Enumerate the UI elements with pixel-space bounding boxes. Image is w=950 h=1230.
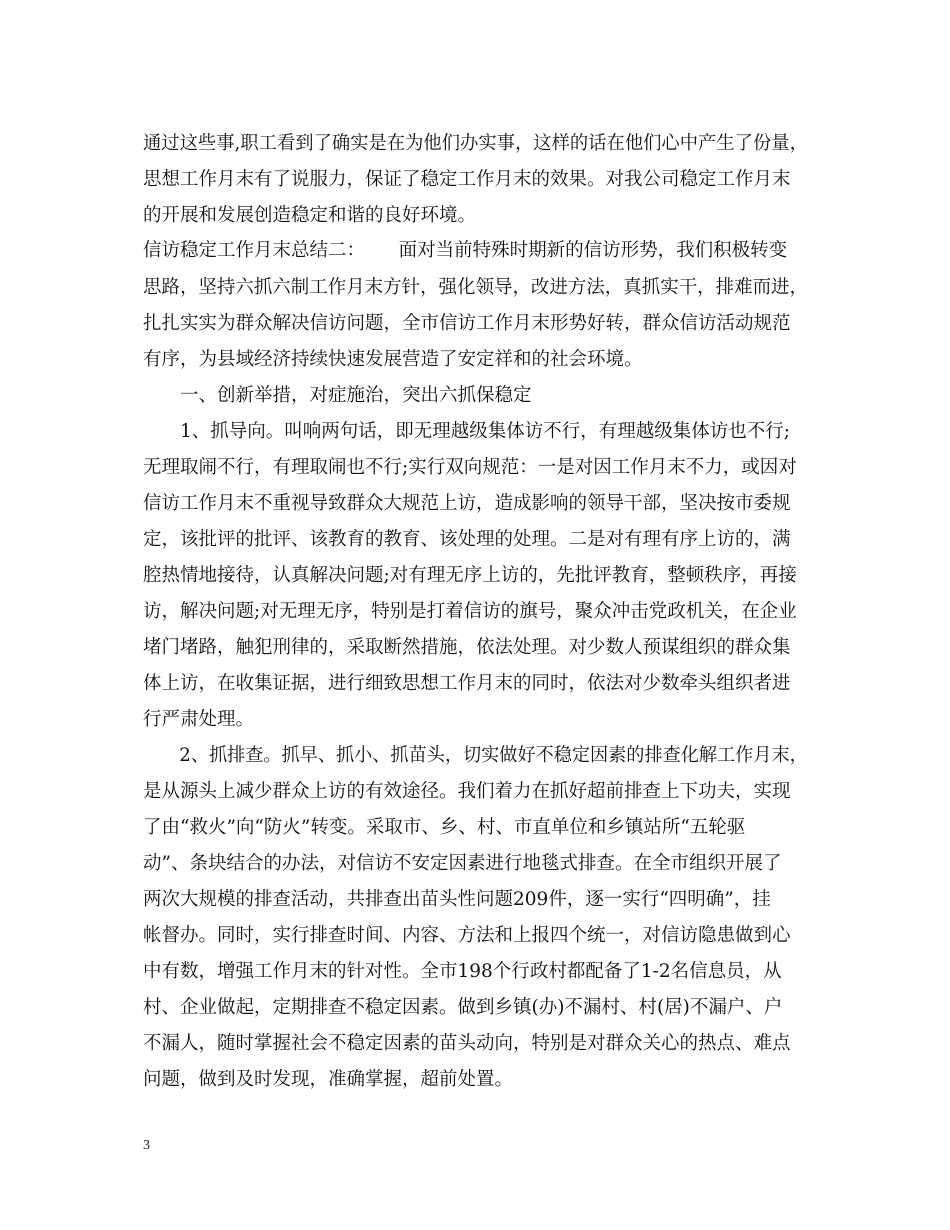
text-line: 有序，为县域经济持续快速发展营造了安定祥和的社会环境。: [143, 349, 643, 370]
section-heading: 一、创新举措，对症施治，突出六抓保稳定: [143, 385, 532, 406]
text-line: 是从源头上减少群众上访的有效途径。我们着力在抓好超前排查上下功夫，实现: [143, 781, 791, 802]
text-line: 的开展和发展创造稳定和谐的良好环境。: [143, 205, 477, 226]
text-line: 信访稳定工作月末总结二： 面对当前特殊时期新的信访形势，我们积极转变: [143, 240, 788, 261]
text-line: 1、抓导向。叫响两句话，即无理越级集体访不行，有理越级集体访也不行;: [143, 421, 791, 442]
text-line: 不漏人，随时掌握社会不稳定因素的苗头动向，特别是对群众关心的热点、难点: [143, 1033, 791, 1054]
text-line: 动”、条块结合的办法，对信访不安定因素进行地毯式排查。在全市组织开展了: [143, 853, 782, 874]
text-line: 扎扎实实为群众解决信访问题，全市信访工作月末形势好转，群众信访活动规范: [143, 313, 791, 334]
text-line: 了由“救火”向“防火”转变。采取市、乡、村、市直单位和乡镇站所“五轮驱: [143, 817, 746, 838]
text-line: 帐督办。同时，实行排查时间、内容、方法和上报四个统一，对信访隐患做到心: [143, 925, 791, 946]
text-line: 思路，坚持六抓六制工作月末方针，强化领导，改进方法，真抓实干，排难而进，: [143, 277, 809, 298]
text-line: 体上访，在收集证据，进行细致思想工作月末的同时，依法对少数牵头组织者进: [143, 673, 791, 694]
text-line: 信访工作月末不重视导致群众大规范上访，造成影响的领导干部，坚决按市委规: [143, 493, 791, 514]
text-line: 定，该批评的批评、该教育的教育、该处理的处理。二是对有理有序上访的，满: [143, 529, 791, 550]
text-line: 腔热情地接待，认真解决问题;对有理无序上访的，先批评教育，整顿秩序，再接: [143, 565, 797, 586]
text-line: 问题，做到及时发现，准确掌握，超前处置。: [143, 1069, 514, 1090]
text-line: 无理取闹不行，有理取闹也不行;实行双向规范：一是对因工作月末不力，或因对: [143, 457, 797, 478]
text-line: 思想工作月末有了说服力，保证了稳定工作月末的效果。对我公司稳定工作月末: [143, 169, 791, 190]
text-line: 行严肃处理。: [143, 709, 255, 730]
text-line: 两次大规模的排查活动，共排查出苗头性问题209件，逐一实行“四明确”，挂: [143, 889, 771, 910]
text-line: 中有数，增强工作月末的针对性。全市198个行政村都配备了1-2名信息员，从: [143, 961, 782, 982]
text-line: 2、抓排查。抓早、抓小、抓苗头，切实做好不稳定因素的排查化解工作月末，: [143, 745, 808, 766]
text-line: 通过这些事,职工看到了确实是在为他们办实事，这样的话在他们心中产生了份量，: [143, 133, 808, 154]
text-line: 访，解决问题;对无理无序，特别是打着信访的旗号，聚众冲击党政机关，在企业: [143, 601, 797, 622]
text-line: 堵门堵路，触犯刑律的，采取断然措施，依法处理。对少数人预谋组织的群众集: [143, 637, 791, 658]
text-line: 村、企业做起，定期排查不稳定因素。做到乡镇(办)不漏村、村(居)不漏户、户: [143, 997, 783, 1018]
page-number: 3: [143, 1138, 150, 1153]
